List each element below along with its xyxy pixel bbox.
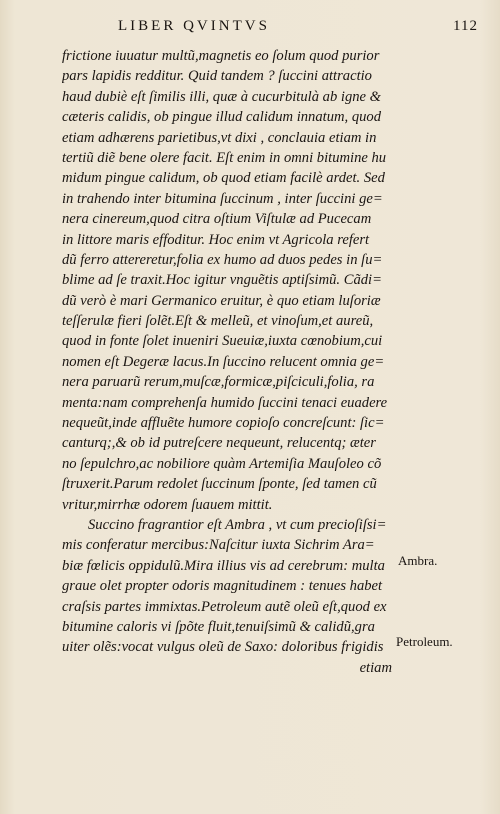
folio-number: 112 [453, 18, 478, 34]
text-line: tertiũ diẽ bene olere facit. Eſt enim in omni bitumine hu [62, 149, 387, 166]
text-line: nera cinereum,quod citra oſtium Viſtulæ ad Pucecam [62, 211, 372, 228]
running-head: LIBER QVINTVS [118, 18, 270, 34]
text-line: nomen eſt Degeræ lacus.In ſuccino relucent omnia ge= [62, 353, 385, 370]
text-line: etiam adhærens parietibus,vt dixi , conclauia etiam in [62, 129, 377, 146]
text-line: menta:nam comprehenſa humido ſuccini tenaci euadere [62, 394, 388, 411]
text-line: teſſerulæ fieri ſolẽt.Eſt & melleũ, et vinoſum,et aureũ, [62, 313, 374, 330]
text-line: canturq;,& ob id putreſcere nequeunt, relucentq; æter [62, 435, 376, 452]
text-line: dũ verò è mari Germanico eruitur, è quo etiam luſoriæ [62, 292, 381, 309]
text-line: midum pingue calidum, ob quod etiam facilè ardet. Sed [62, 170, 385, 187]
text-line: frictione iuuatur multũ,magnetis eo ſolum quod purior [62, 48, 380, 64]
text-line: vritur,mirrhæ odorem ſuauem mittit. [62, 496, 273, 513]
text-line: graue olet propter odoris magnitudinem : tenues habet [62, 578, 383, 595]
text-line: no ſepulchro,ac nobiliore quàm Artemiſia Mauſoleo cõ [62, 455, 382, 472]
text-line: Succino fragrantior eſt Ambra , vt cum preciοſiſsi= [88, 516, 387, 533]
text-line: nequeũt,inde affluẽte humore copioſo concreſcunt: ſic= [62, 415, 385, 432]
text-line: quod in fonte ſolet inueniri Sueuiæ,iuxta cœnobium,cui [62, 333, 383, 350]
text-line: cæteris calidis, ob pingue illud calidum innatum, quod [62, 109, 382, 126]
catchword: etiam [359, 659, 392, 676]
marginal-note-ambra: Ambra. [398, 553, 438, 568]
text-line: uiter olẽs:vocat vulgus oleũ de Saxo: doloribus frigidis [62, 639, 384, 656]
marginal-note-petroleum: Petroleum. [396, 634, 453, 649]
text-line: in littore maris effoditur. Hoc enim vt Agricola refert [62, 231, 370, 248]
text-line: ſtruxerit.Parum redolet ſuccinum ſponte, ſed tamen cũ [62, 476, 377, 493]
text-line: bitumine caloris vi ſpõte fluit,tenuiſsimũ & calidũ,gra [62, 618, 375, 635]
text-line: dũ ferro attereretur,folia ex humo ad duos pedes in ſu= [62, 251, 383, 268]
text-line: biæ fœlicis oppidulũ.Mira illius vis ad cerebrum: multa [62, 557, 385, 574]
text-line: craſsis partes immixtas.Petroleum autẽ oleũ eſt,quod ex [62, 598, 387, 615]
text-line: nera paruarũ rerum,muſcæ,formicæ,piſciculi,folia, ra [62, 374, 375, 391]
text-line: in trahendo inter bitumina ſuccinum , inter ſuccini ge= [62, 190, 383, 207]
body-text [62, 46, 392, 678]
text-line: haud dubiè eſt ſimilis illi, quæ à cucurbitulà ab igne & [62, 88, 382, 105]
text-line: pars lapidis redditur. Quid tandem ? ſuccini attractio [62, 68, 372, 85]
text-line: blime ad ſe traxit.Hoc igitur vnguẽtis aptiſsimũ. Cãdi= [62, 272, 382, 289]
page-header [0, 18, 500, 42]
text-line: mis conferatur mercibus:Naſcitur iuxta Sichrim Ara= [62, 537, 375, 554]
